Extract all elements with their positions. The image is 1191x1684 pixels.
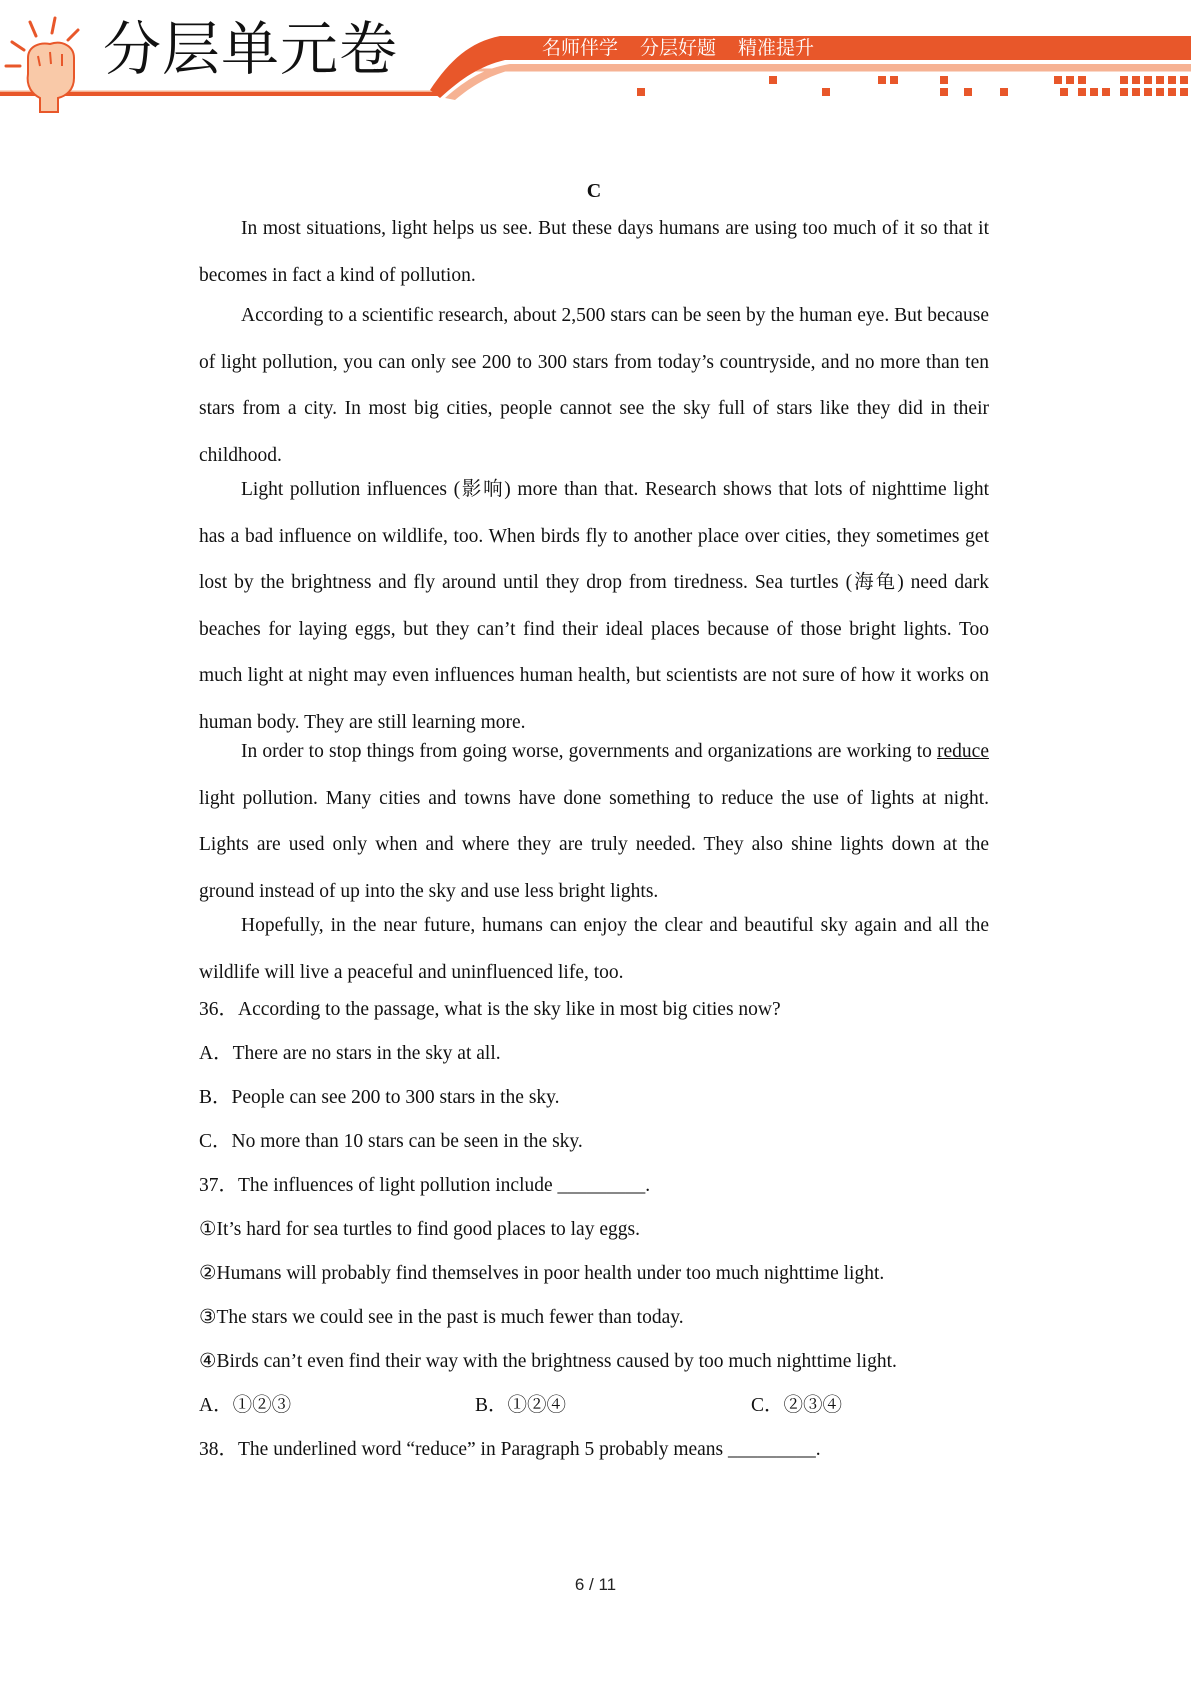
page-header: [0, 0, 1191, 120]
section-letter: C: [586, 180, 602, 202]
passage-paragraph-2: According to a scientific research, about 2,500 stars can be seen by the human eye. But because of light pollution, you can only see 200 to 300 stars from today’s countryside, and no more than ten stars from a city. In most big cities, people cannot see the sky full of stars like they did in their childhood.: [199, 305, 989, 466]
passage-paragraph-1: In most situations, light helps us see. But these days humans are using too much of it so that it becomes in fact a kind of pollution.: [199, 218, 989, 286]
decorative-squares: [637, 76, 1188, 96]
question-37-option-a: A．①②③: [199, 1395, 292, 1416]
passage-paragraph-3: Light pollution influences (影响) more than that. Research shows that lots of nighttime light has a bad influence on wildlife, too. When birds fly to another place over cities, they sometimes get lost by the brightness and fly around until they drop from tiredness. Sea turtles (海龟) need dark beaches for laying eggs, but they can’t find their ideal places because of those bright lights. Too much light at night may even influences human health, but scientists are not sure of how it works on human body. They are still learning more.: [199, 479, 989, 733]
question-36-option-c: C．No more than 10 stars can be seen in the sky.: [199, 1131, 583, 1152]
question-37-option-c: C．②③④: [751, 1395, 843, 1416]
slogan-3: 精准提升: [738, 37, 815, 59]
paragraph-4-text-after: light pollution. Many cities and towns have done something to reduce the use of lights at night. Lights are used only when and where they are truly needed. They also shine lights down at the ground instead of up into the sky and use less bright lights.: [199, 787, 989, 902]
question-37-option-b: B．①②④: [475, 1395, 567, 1416]
question-37-item-4: ④Birds can’t even find their way with the brightness caused by too much nighttime light.: [199, 1351, 897, 1372]
brand-title: 分层单元卷: [103, 15, 399, 83]
question-36-option-b: B．People can see 200 to 300 stars in the sky.: [199, 1087, 560, 1108]
question-37-item-2: ②Humans will probably find themselves in poor health under too much nighttime light.: [199, 1263, 885, 1284]
question-36-option-a: A．There are no stars in the sky at all.: [199, 1043, 501, 1064]
question-37-item-3: ③The stars we could see in the past is much fewer than today.: [199, 1307, 684, 1328]
question-37-stem: 37．The influences of light pollution include _________.: [199, 1175, 651, 1196]
question-36-stem: 36．According to the passage, what is the sky like in most big cities now?: [199, 999, 781, 1020]
slogan-1: 名师伴学: [542, 37, 619, 59]
fist-logo-icon: [6, 18, 78, 112]
question-37-item-1: ①It’s hard for sea turtles to find good places to lay eggs.: [199, 1219, 640, 1240]
passage-paragraph-4: [199, 729, 989, 915]
passage-paragraph-5: Hopefully, in the near future, humans can enjoy the clear and beautiful sky again and all the wildlife will live a peaceful and uninfluenced life, too.: [199, 915, 989, 983]
header-slogans: [542, 36, 836, 60]
underlined-word-reduce: reduce: [937, 741, 989, 762]
paragraph-4-text-before: In order to stop things from going worse, governments and organizations are working to: [241, 741, 938, 762]
question-38-stem: 38．The underlined word “reduce” in Paragraph 5 probably means _________.: [199, 1439, 821, 1460]
slogan-2: 分层好题: [640, 37, 717, 59]
page-number: 6 / 11: [574, 1575, 617, 1594]
